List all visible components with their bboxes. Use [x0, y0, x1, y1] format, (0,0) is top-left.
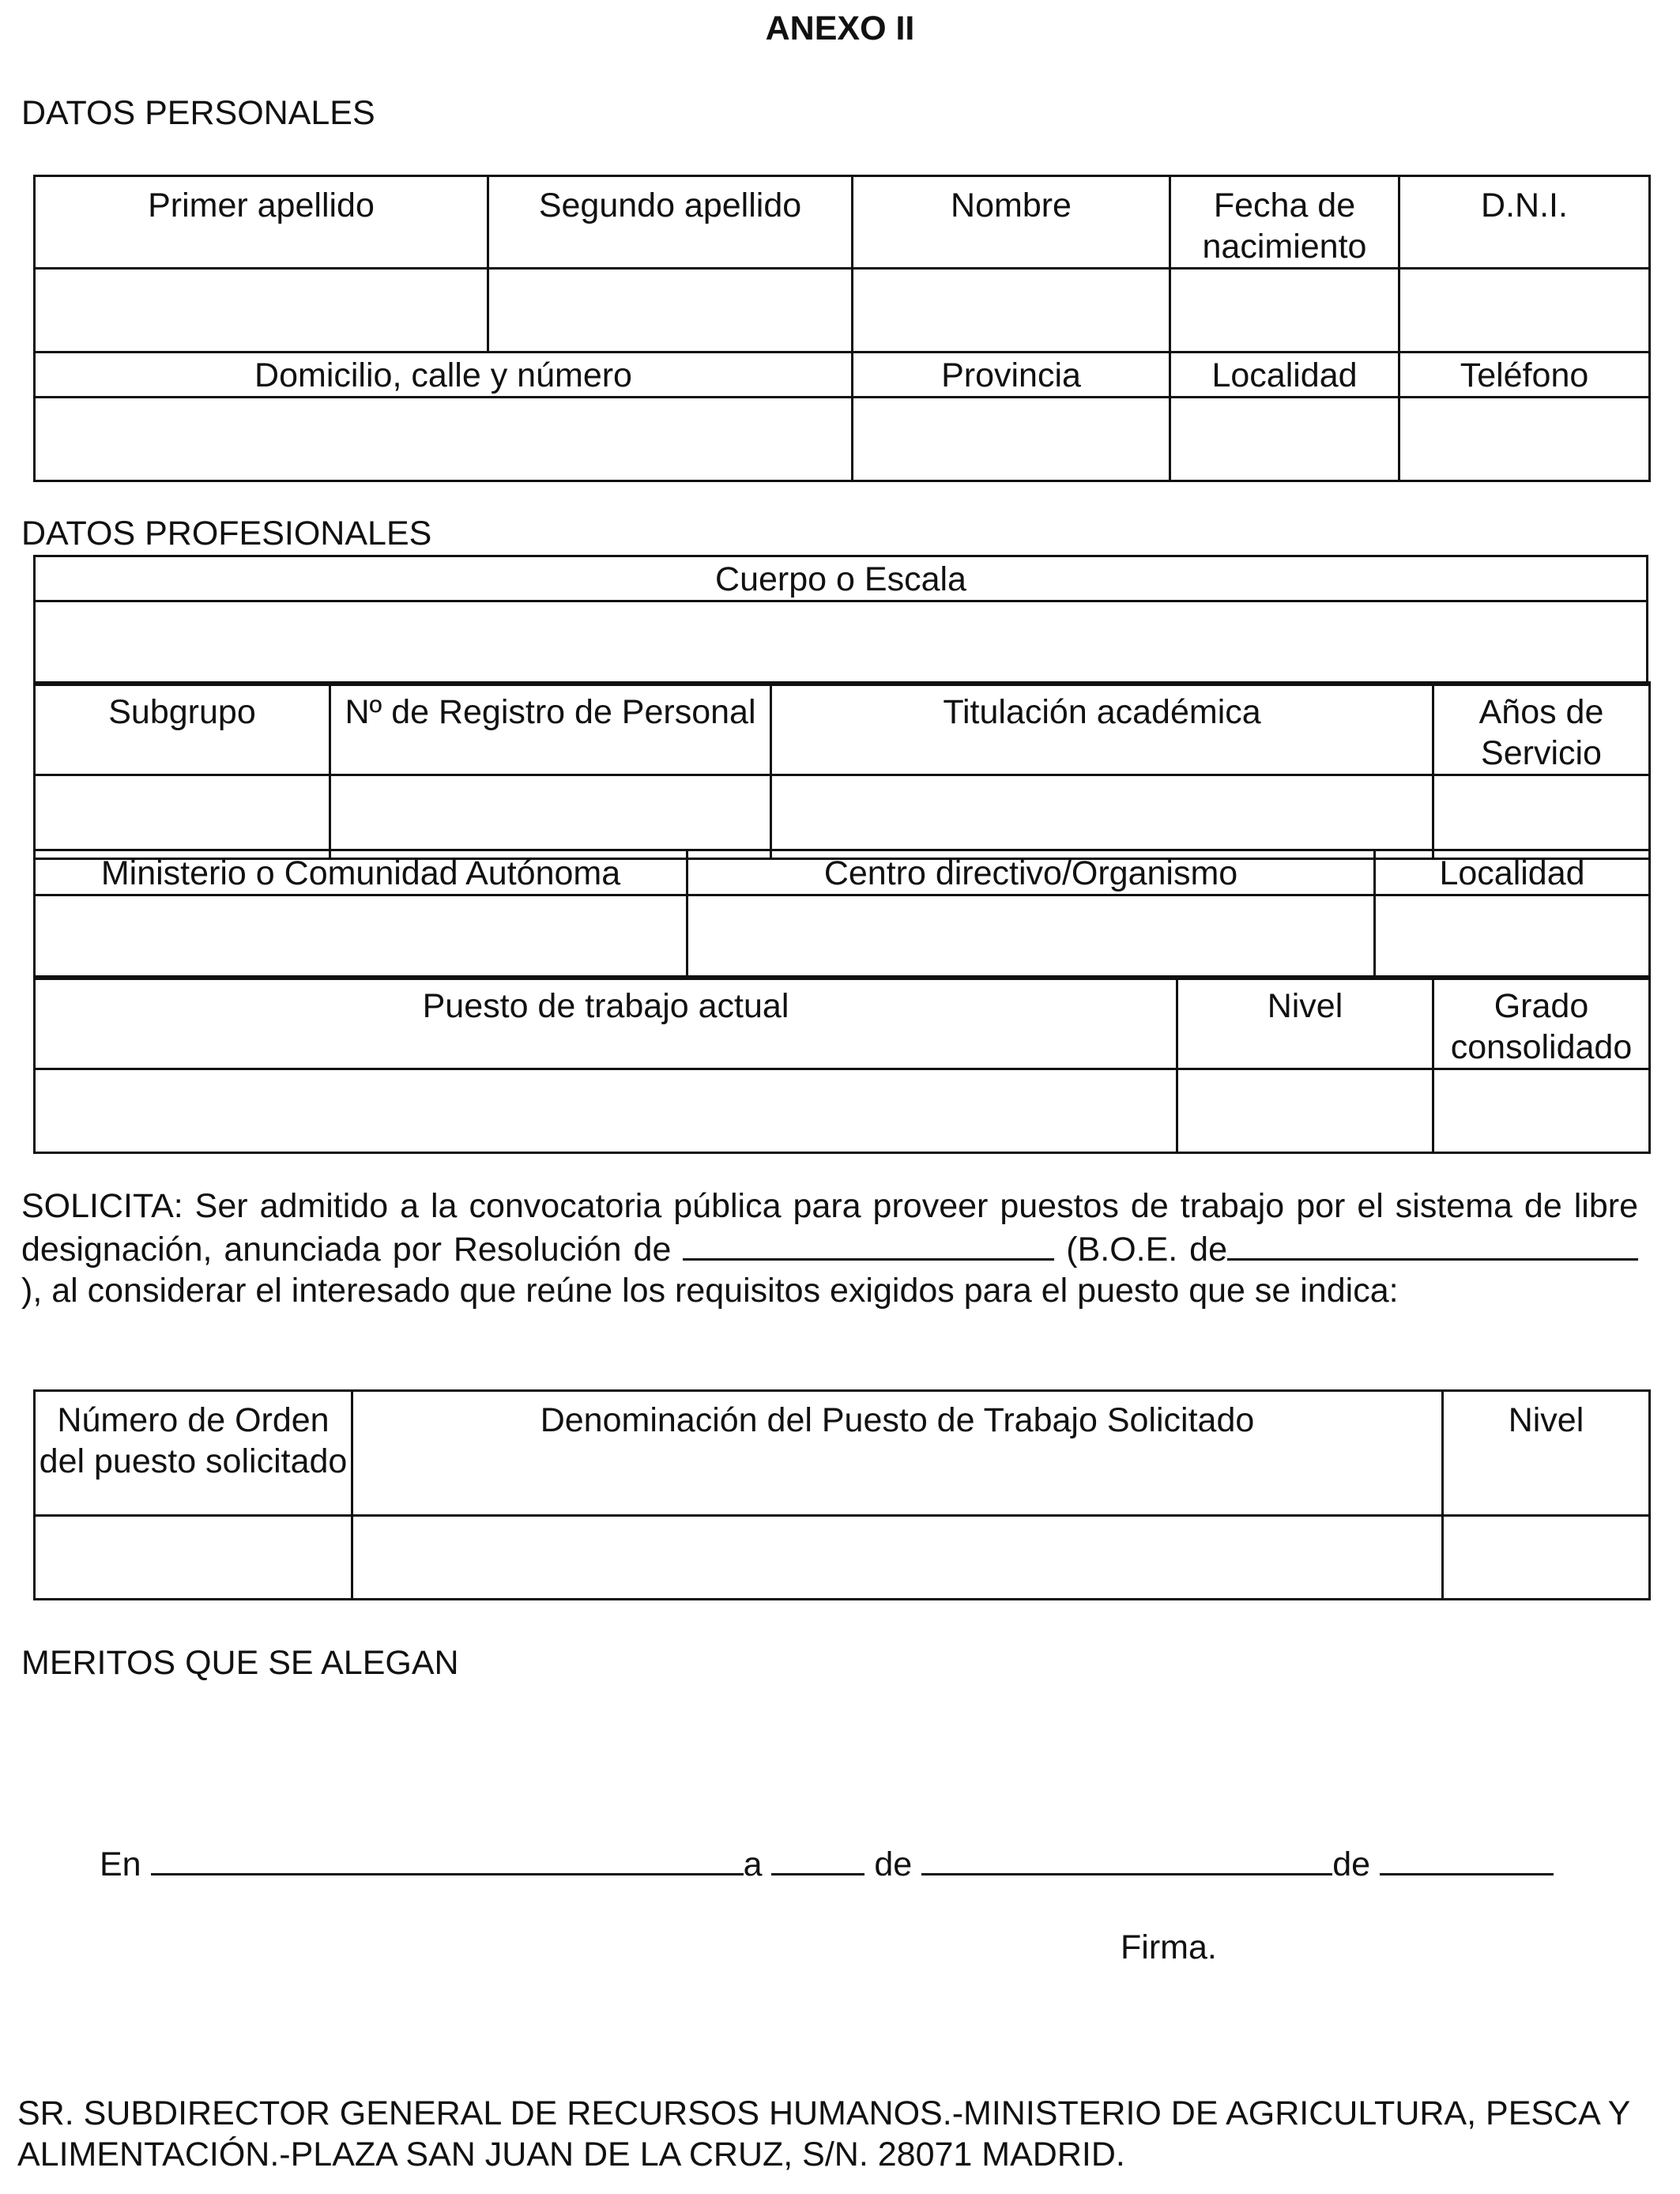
header-nivel-solicitado: Nivel	[1443, 1391, 1650, 1516]
header-anos-servicio: Años de Servicio	[1433, 683, 1650, 775]
field-subgrupo[interactable]	[35, 775, 330, 859]
field-registro-personal[interactable]	[330, 775, 771, 859]
field-anos-servicio[interactable]	[1433, 775, 1650, 859]
merits-heading: MERITOS QUE SE ALEGAN	[21, 1644, 459, 1682]
field-numero-orden[interactable]	[35, 1516, 352, 1600]
header-dni: D.N.I.	[1399, 176, 1650, 269]
day-blank[interactable]	[771, 1842, 864, 1875]
date-de-label-2: de	[1332, 1845, 1371, 1883]
solicita-paragraph	[21, 1186, 1638, 1311]
professional-data-heading: DATOS PROFESIONALES	[21, 515, 432, 552]
header-registro-personal: Nº de Registro de Personal	[330, 683, 771, 775]
date-en-label: En	[100, 1845, 141, 1883]
year-blank[interactable]	[1380, 1842, 1554, 1875]
header-fecha-nacimiento: Fecha de nacimiento	[1170, 176, 1399, 269]
signature-label: Firma.	[1121, 1928, 1217, 1966]
field-localidad[interactable]	[1170, 398, 1399, 481]
header-localidad-profesional: Localidad	[1375, 850, 1650, 895]
solicita-text-2: (B.O.E. de	[1066, 1231, 1227, 1269]
header-cuerpo-escala: Cuerpo o Escala	[35, 556, 1648, 601]
professional-subgrupo-table	[33, 681, 1651, 860]
field-cuerpo-escala[interactable]	[35, 601, 1648, 685]
field-nivel-solicitado[interactable]	[1443, 1516, 1650, 1600]
field-ministerio[interactable]	[35, 895, 687, 979]
field-puesto-actual[interactable]	[35, 1069, 1177, 1153]
addressee-text: SR. SUBDIRECTOR GENERAL DE RECURSOS HUMANOS.-MINISTERIO DE AGRICULTURA, PESCA Y ALIMENTACIÓN.-PLAZA SAN JUAN DE LA CRUZ, S/N. 28071 MADRID.	[17, 2094, 1630, 2173]
field-provincia[interactable]	[853, 398, 1170, 481]
field-segundo-apellido[interactable]	[488, 269, 853, 352]
header-primer-apellido: Primer apellido	[35, 176, 488, 269]
header-provincia: Provincia	[853, 352, 1170, 398]
field-nombre[interactable]	[853, 269, 1170, 352]
header-localidad: Localidad	[1170, 352, 1399, 398]
field-primer-apellido[interactable]	[35, 269, 488, 352]
field-domicilio[interactable]	[35, 398, 853, 481]
header-puesto-actual: Puesto de trabajo actual	[35, 977, 1177, 1069]
field-localidad-profesional[interactable]	[1375, 895, 1650, 979]
date-place-line	[100, 1842, 1554, 1885]
field-dni[interactable]	[1399, 269, 1650, 352]
professional-puesto-table	[33, 975, 1651, 1154]
field-titulacion[interactable]	[771, 775, 1433, 859]
professional-cuerpo-table	[33, 555, 1648, 686]
field-nivel-actual[interactable]	[1177, 1069, 1433, 1153]
boe-date-blank[interactable]	[1227, 1227, 1638, 1261]
personal-data-table	[33, 175, 1651, 482]
document-title: ANEXO II	[765, 9, 915, 47]
header-numero-orden: Número de Orden del puesto solicitado	[35, 1391, 352, 1516]
header-titulacion: Titulación académica	[771, 683, 1433, 775]
field-grado-consolidado[interactable]	[1433, 1069, 1650, 1153]
requested-post-table	[33, 1389, 1651, 1600]
header-ministerio: Ministerio o Comunidad Autónoma	[35, 850, 687, 895]
professional-ministerio-table	[33, 849, 1651, 980]
resolucion-date-blank[interactable]	[683, 1227, 1054, 1261]
header-segundo-apellido: Segundo apellido	[488, 176, 853, 269]
place-blank[interactable]	[151, 1842, 744, 1875]
header-denominacion-puesto: Denominación del Puesto de Trabajo Solicitado	[352, 1391, 1443, 1516]
field-denominacion-puesto[interactable]	[352, 1516, 1443, 1600]
month-blank[interactable]	[921, 1842, 1332, 1875]
date-de-label-1: de	[874, 1845, 913, 1883]
header-nombre: Nombre	[853, 176, 1170, 269]
header-centro-directivo: Centro directivo/Organismo	[687, 850, 1375, 895]
date-a-label: a	[743, 1845, 763, 1883]
field-fecha-nacimiento[interactable]	[1170, 269, 1399, 352]
solicita-text-3: ), al considerar el interesado que reúne los requisitos exigidos para el puesto que se indica:	[21, 1272, 1399, 1310]
field-centro-directivo[interactable]	[687, 895, 1375, 979]
header-nivel-actual: Nivel	[1177, 977, 1433, 1069]
field-telefono[interactable]	[1399, 398, 1650, 481]
header-subgrupo: Subgrupo	[35, 683, 330, 775]
header-grado-consolidado: Grado consolidado	[1433, 977, 1650, 1069]
header-domicilio: Domicilio, calle y número	[35, 352, 853, 398]
personal-data-heading: DATOS PERSONALES	[21, 94, 375, 132]
solicita-text-1: SOLICITA: Ser admitido a la convocatoria pública para proveer puestos de trabajo por el sistema de libre designación, anunciada por Resolución de	[21, 1187, 1638, 1269]
header-telefono: Teléfono	[1399, 352, 1650, 398]
